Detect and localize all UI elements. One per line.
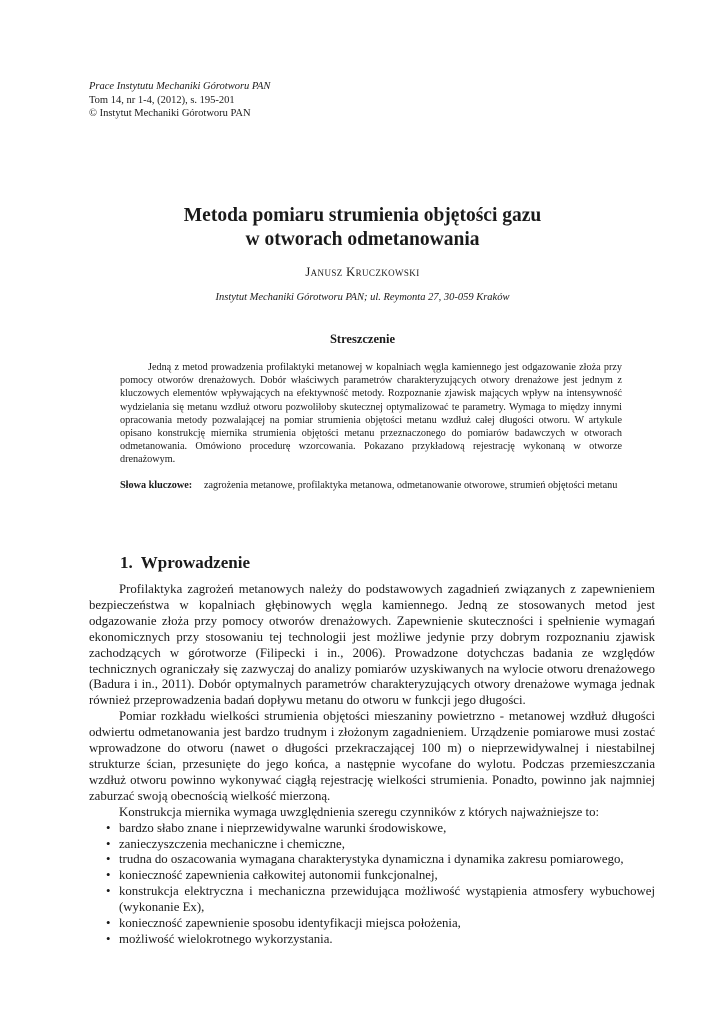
bullet-icon: •: [106, 884, 111, 899]
list-item-text: trudna do oszacowania wymagana charakterystyka dynamiczna i dynamika zakresu pomiarowego,: [119, 852, 624, 867]
keywords-label: Słowa kluczowe:: [120, 480, 193, 491]
article-affiliation: Instytut Mechaniki Górotworu PAN; ul. Reymonta 27, 30-059 Kraków: [215, 292, 510, 303]
journal-copyright: © Instytut Mechaniki Górotworu PAN: [89, 108, 251, 119]
section-heading: [120, 553, 258, 573]
list-item-text: konieczność zapewnienia całkowitej autonomii funkcjonalnej,: [119, 868, 438, 883]
list-item: [89, 932, 655, 948]
article-author: Janusz Kruczkowski: [305, 265, 420, 279]
keywords-text: zagrożenia metanowe, profilaktyka metanowa, odmetanowanie otworowe, strumień objętości metanu: [204, 480, 618, 491]
list-item-text: konstrukcja elektryczna i mechaniczna przewidująca możliwość wystąpienia atmosfery wybuchowej (wykonanie Ex),: [119, 884, 655, 915]
bullet-icon: •: [106, 820, 111, 835]
article-title: [0, 204, 725, 252]
bullet-icon: •: [106, 852, 111, 867]
paragraph: Konstrukcja miernika wymaga uwzględnienia szeregu czynników z których najważniejsze to:: [119, 804, 600, 819]
list-item-text: bardzo słabo znane i nieprzewidywalne warunki środowiskowe,: [119, 820, 447, 835]
list-item: [89, 916, 655, 932]
article-title-line2: w otworach odmetanowania: [245, 229, 480, 250]
bullet-icon: •: [106, 836, 111, 851]
journal-header: [89, 80, 270, 121]
list-item: [89, 884, 655, 916]
requirements-list: [89, 821, 655, 948]
list-item-text: zanieczyszczenia mechaniczne i chemiczne,: [119, 836, 345, 851]
list-item-text: możliwość wielokrotnego wykorzystania.: [119, 931, 333, 946]
keywords: [120, 479, 622, 492]
abstract-text: Jedną z metod prowadzenia profilaktyki metanowej w kopalniach węgla kamiennego jest odgazowanie złoża przy pomocy otworów drenażowych. Dobór właściwych parametrów charakteryzujących otwory drenażowe jest jednym z kluczowych elementów wpływających na efektywność metody. Rozpoznanie zjawisk mających wpływ na intensywność wydzielania się metanu wzdłuż otworu pozwoliłoby skutecznej optymalizować te parametry. Wymaga to między innymi opracowania metody pozwalającej na pomiar strumienia objętości metanu wzdłuż całej długości otworu. W artykule opisano konstrukcję miernika strumienia objętości metanu przeznaczonego do pomiarów badawczych w otworach odmetanowania. Omówiono procedurę wzorcowania. Pokazano przykładową rejestrację wykonaną w otworze drenażowym.: [120, 362, 622, 466]
section-number: 1.: [120, 553, 133, 572]
article-title-line1: Metoda pomiaru strumienia objętości gazu: [183, 205, 542, 226]
list-item-text: konieczność zapewnienie sposobu identyfikacji miejsca położenia,: [119, 916, 461, 931]
paragraph: Pomiar rozkładu wielkości strumienia objętości mieszaniny powietrzno - metanowej wzdłuż długości odwiertu odmetanowania jest bardzo trudnym i złożonym zagadnieniem. Urządzenie pomiarowe musi zostać wprowadzone do otworu (nawet o długości przekraczającej 100 m) o nieprzewidywalnej i niestabilnej strukturze ścian, przesunięte do jego końca, a następnie wycofane do wylotu. Podczas przemieszczania wzdłuż otworu powinno wykonywać ciągłą rejestrację wielkości strumienia. Ponadto, powinno jak najmniej zaburzać swoją obecnością wielkość mierzoną.: [89, 709, 655, 803]
list-item: [89, 821, 655, 837]
section-body: [89, 582, 655, 948]
abstract-heading: Streszczenie: [329, 332, 395, 346]
list-item: [89, 852, 655, 868]
list-item: [89, 837, 655, 853]
bullet-icon: •: [106, 931, 111, 946]
journal-title: Prace Instytutu Mechaniki Górotworu PAN: [89, 81, 271, 92]
journal-volume: Tom 14, nr 1-4, (2012), s. 195-201: [89, 94, 235, 106]
section-title: Wprowadzenie: [140, 553, 250, 572]
bullet-icon: •: [106, 868, 111, 883]
paragraph: Profilaktyka zagrożeń metanowych należy do podstawowych zagadnień związanych z zapewnieniem bezpieczeństwa w kopalniach głębinowych węgla kamiennego. Jedną ze stosowanych metod jest odgazowanie złoża przy pomocy otworów drenażowych. Zapewnienie skuteczności i spełnienie wymagań ekonomicznych przy stosowaniu tej technologii jest możliwe jedynie przy dobrym rozpoznaniu zjawisk zachodzących w górotworze (Filipecki i in., 2006). Prowadzone dotychczas badania ze względów technicznych ograniczały się zazwyczaj do analizy pomiarów uzyskiwanych na wylocie otworu drenażowego (Badura i in., 2011). Dobór optymalnych parametrów charakteryzujących otwory drenażowe wymaga jednak również przeprowadzenia badań dopływu metanu do otworu w funkcji jego długości.: [89, 582, 655, 708]
list-item: [89, 868, 655, 884]
bullet-icon: •: [106, 916, 111, 931]
